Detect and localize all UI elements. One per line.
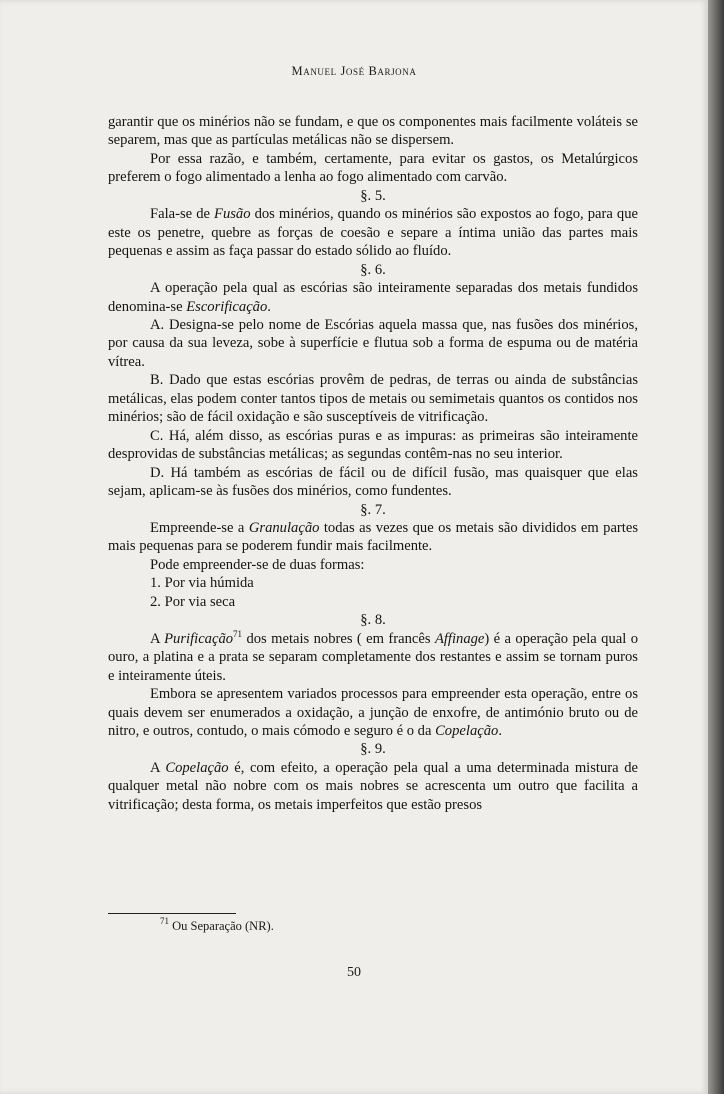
paragraph: C. Há, além disso, as escórias puras e as impuras: as primeiras são inteiramente desprovidas de substâncias metálicas; as segundas contêm-nas no seu interior. <box>108 427 638 463</box>
list-item: 1. Por via húmida <box>150 575 254 592</box>
section-heading: §. 8. <box>360 612 386 629</box>
paragraph: Empreende-se a Granulação todas as vezes que os metais são divididos em partes mais pequenas para se poderem fundir mais facilmente. <box>108 519 638 555</box>
book-spine-edge <box>708 0 724 1094</box>
paragraph: A. Designa-se pelo nome de Escórias aquela massa que, nas fusões dos minérios, por causa da sua leveza, sobe à superfície e flutua sob a forma de espuma ou de matéria vítrea. <box>108 316 638 370</box>
paragraph: A Purificação$^{71}$ dos metais nobres ( em francês Affinage) é a operação pela qual o ouro, a platina e a prata se separam completamente dos restantes e assim se tornam puros e inteiramente úteis. <box>108 628 638 684</box>
paragraph: garantir que os minérios não se fundam, e que os componentes mais facilmente voláteis se separem, mas que as partículas metálicas não se dispersem. <box>108 114 638 149</box>
running-header: Manuel José Barjona <box>291 64 417 78</box>
footnote-divider <box>108 913 236 914</box>
paragraph: A operação pela qual as escórias são inteiramente separadas dos metais fundidos denomina-se Escorificação. <box>108 280 638 315</box>
section-heading: §. 9. <box>360 741 386 758</box>
paragraph: Por essa razão, e também, certamente, para evitar os gastos, os Metalúrgicos preferem o fogo alimentado a lenha ao fogo alimentado com carvão. <box>108 150 638 186</box>
paragraph: A Copelação é, com efeito, a operação pela qual a uma determinada mistura de qualquer metal não nobre com os mais nobres se acrescenta um outro que facilita a vitrificação; desta forma, os metais imperfeitos que estão presos <box>108 759 638 813</box>
body-text <box>108 113 638 814</box>
section-heading: §. 5. <box>360 187 386 204</box>
footnote <box>160 916 274 934</box>
section-heading: §. 7. <box>360 501 386 518</box>
section-heading: §. 6. <box>360 261 386 278</box>
footnote-text: Ou Separação (NR). <box>172 919 274 933</box>
footnote-number: 71 <box>160 916 169 926</box>
list-intro: Pode empreender-se de duas formas: <box>150 556 365 573</box>
paragraph: Fala-se de Fusão dos minérios, quando os minérios são expostos ao fogo, para que este os penetre, quebre as forças de coesão e separe a íntima união das partes mais pequenas e assim as faça passar do estado sólido ao fluído. <box>108 206 638 260</box>
list-item: 2. Por via seca <box>150 593 236 610</box>
paragraph: B. Dado que estas escórias provêm de pedras, de terras ou ainda de substâncias metálicas, elas podem conter tantos tipos de metais ou semimetais quantos os contidos nos minérios; são de fácil oxidação e são susceptíveis de vitrificação. <box>108 372 638 426</box>
paragraph: D. Há também as escórias de fácil ou de difícil fusão, mas quaisquer que elas sejam, aplicam-se às fusões dos minérios, como fundentes. <box>108 464 638 500</box>
footnote-marker: 71 <box>233 628 243 639</box>
page-number: 50 <box>347 965 361 980</box>
paragraph: Embora se apresentem variados processos para empreender esta operação, entre os quais devem ser enumerados a oxidação, a junção de enxofre, de antimónio bruto ou de nitro, e outros, contudo, o mais cómodo e seguro é o da Copelação. <box>108 686 638 739</box>
